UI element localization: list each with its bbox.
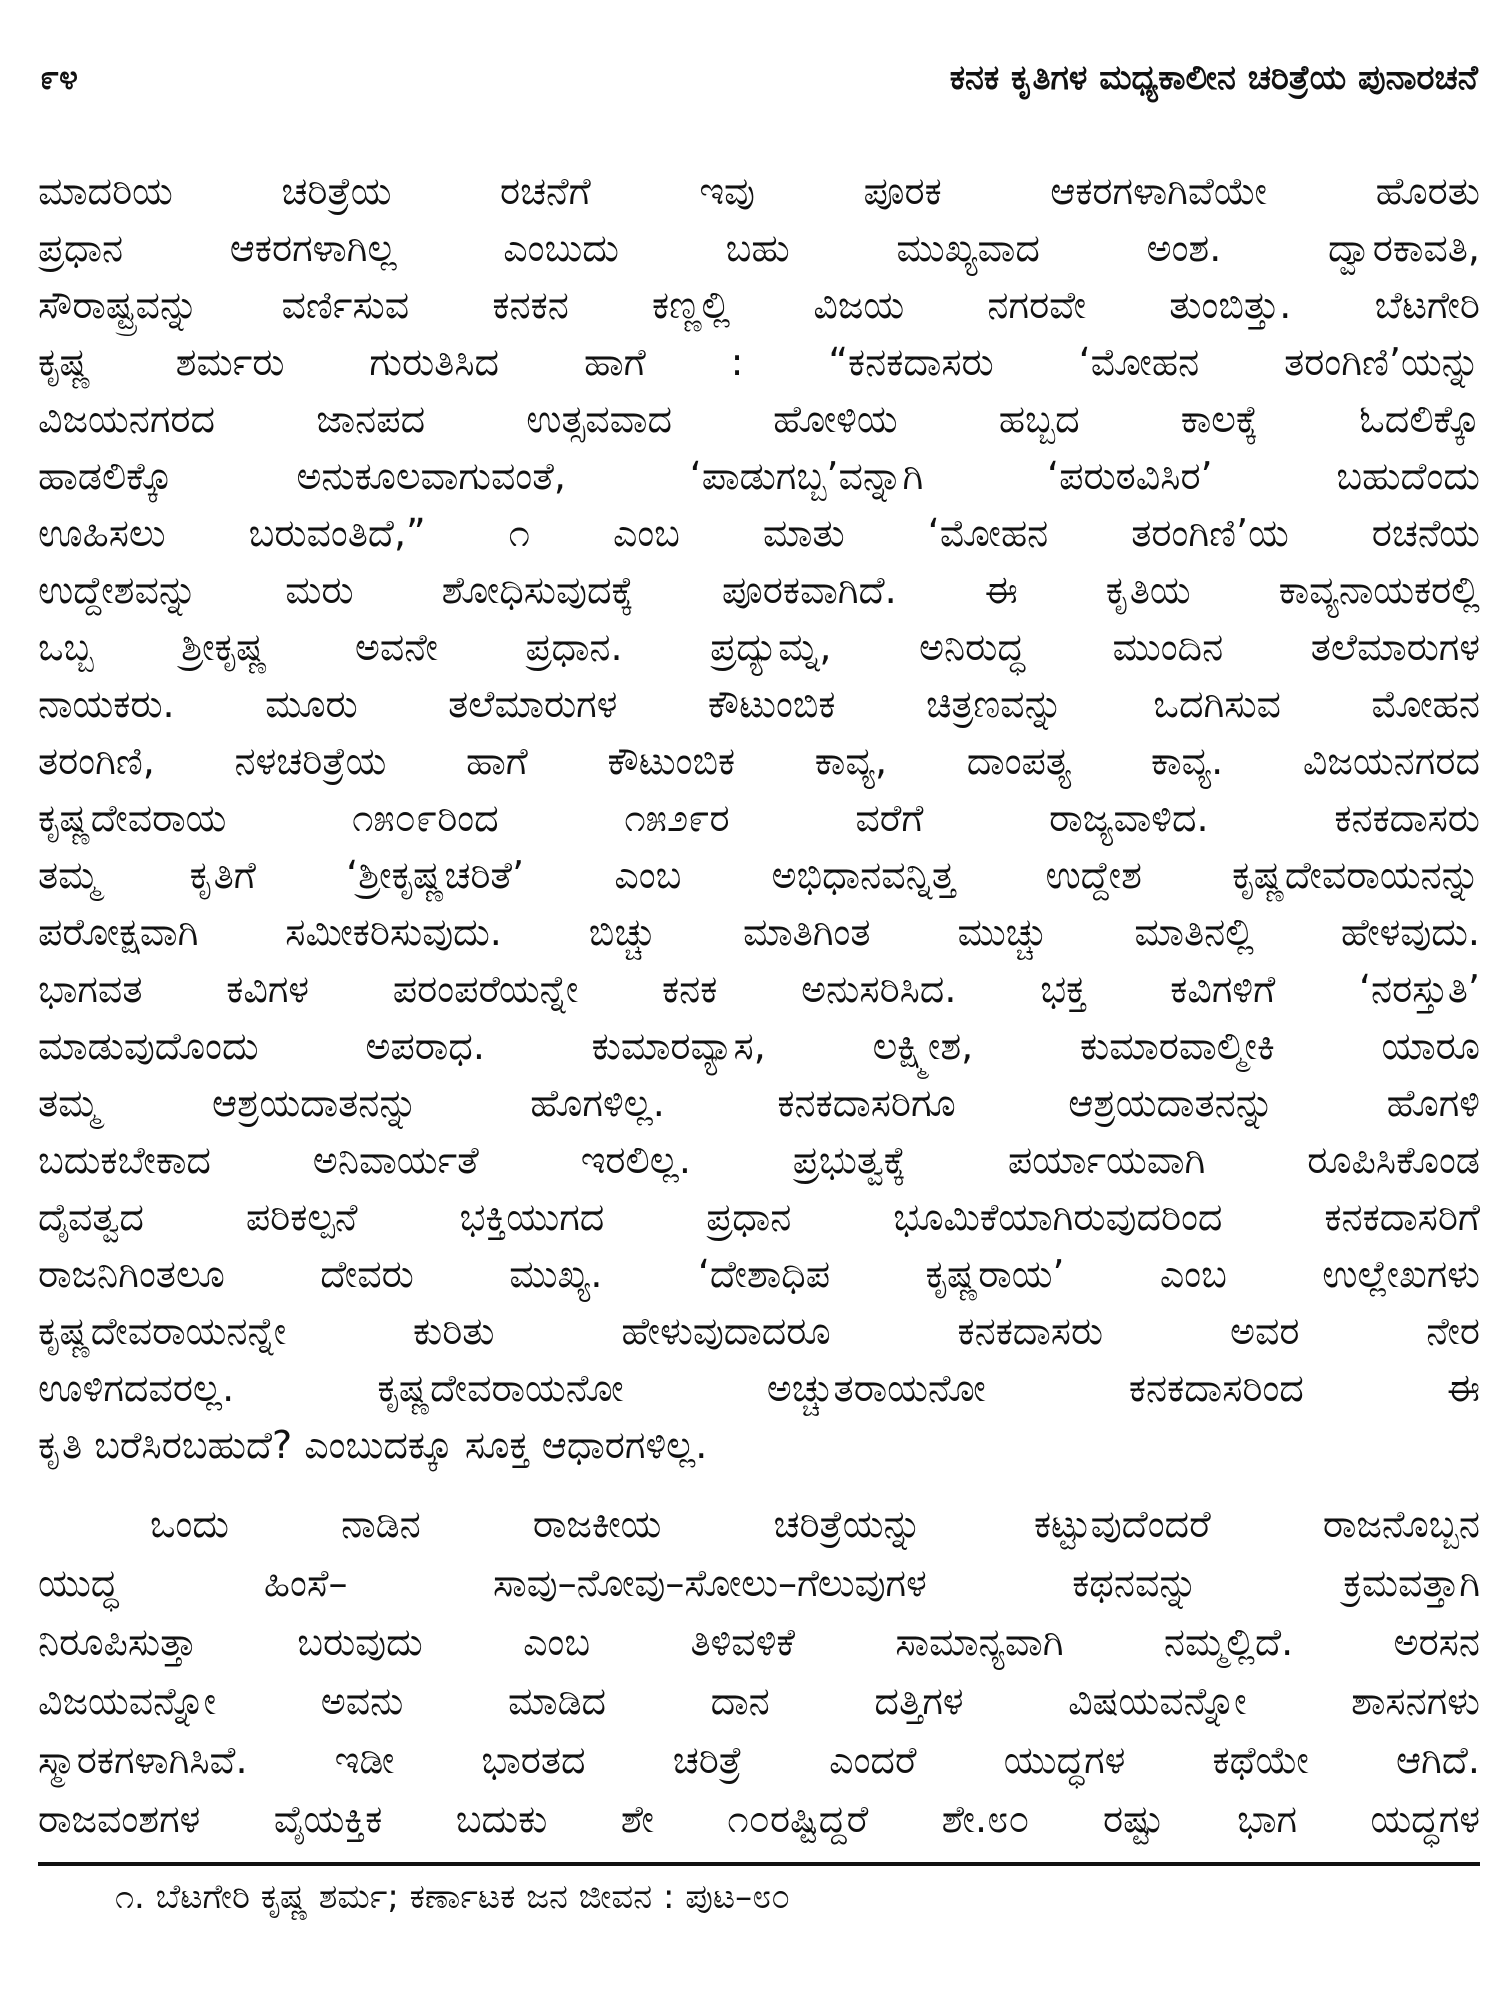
text-line: ಮಾದರಿಯ ಚರಿತ್ರೆಯ ರಚನೆಗೆ ಇವು ಪೂರಕ ಆಕರಗಳಾಗಿವೆಯೇ ಹೊರತು (38, 169, 1480, 213)
paragraph-2 (38, 1495, 1480, 1849)
paragraph-1 (38, 163, 1480, 1474)
text-line: ಉದ್ದೇಶವನ್ನು ಮರು ಶೋಧಿಸುವುದಕ್ಕೆ ಪೂರಕವಾಗಿದೆ. ಈ ಕೃತಿಯ ಕಾವ್ಯನಾಯಕರಲ್ಲಿ (38, 568, 1480, 612)
text-line: ತಮ್ಮ ಆಶ್ರಯದಾತನನ್ನು ಹೊಗಳಿಲ್ಲ. ಕನಕದಾಸರಿಗೂ ಆಶ್ರಯದಾತನನ್ನು ಹೊಗಳಿ (38, 1081, 1480, 1125)
text-line: ಸೌರಾಷ್ಟ್ರವನ್ನು ವರ್ಣಿಸುವ ಕನಕನ ಕಣ್ಣಲ್ಲಿ ವಿಜಯ ನಗರವೇ ತುಂಬಿತ್ತು. ಬೆಟಗೇರಿ (38, 283, 1480, 327)
page-number: ೯೪ (40, 58, 79, 98)
text-line: ಕೃಷ್ಣದೇವರಾಯನನ್ನೇ ಕುರಿತು ಹೇಳುವುದಾದರೂ ಕನಕದಾಸರು ಅವರ ನೇರ (38, 1309, 1480, 1353)
text-line: ಕೃತಿ ಬರೆಸಿರಬಹುದೆ? ಎಂಬುದಕ್ಕೂ ಸೂಕ್ತ ಆಧಾರಗಳಿಲ್ಲ. (38, 1423, 708, 1467)
text-line: ಯುದ್ಧ ಹಿಂಸೆ– ಸಾವು–ನೋವು–ಸೋಲು–ಗೆಲುವುಗಳ ಕಥನವನ್ನು ಕ್ರಮವತ್ತಾಗಿ (38, 1561, 1480, 1605)
text-line: ರಾಜವಂಶಗಳ ವೈಯಕ್ತಿಕ ಬದುಕು ಶೇ ೧೦ರಷ್ಟಿದ್ದರೆ ಶೇ.೮೦ ರಷ್ಟು ಭಾಗ ಯದ್ಧಗಳ (38, 1797, 1480, 1841)
text-line: ಒಬ್ಬ ಶ್ರೀಕೃಷ್ಣ ಅವನೇ ಪ್ರಧಾನ. ಪ್ರದ್ಯುಮ್ನ, ಅನಿರುದ್ಧ ಮುಂದಿನ ತಲೆಮಾರುಗಳ (38, 625, 1480, 669)
text-line: ಬದುಕಬೇಕಾದ ಅನಿವಾರ್ಯತೆ ಇರಲಿಲ್ಲ. ಪ್ರಭುತ್ವಕ್ಕೆ ಪರ್ಯಾಯವಾಗಿ ರೂಪಿಸಿಕೊಂಡ (38, 1138, 1480, 1182)
text-line: ವಿಜಯನಗರದ ಜಾನಪದ ಉತ್ಸವವಾದ ಹೋಳಿಯ ಹಬ್ಬದ ಕಾಲಕ್ಕೆ ಓದಲಿಕ್ಕೊ (38, 397, 1480, 441)
text-line: ನಾಯಕರು. ಮೂರು ತಲೆಮಾರುಗಳ ಕೌಟುಂಬಿಕ ಚಿತ್ರಣವನ್ನು ಒದಗಿಸುವ ಮೋಹನ (38, 682, 1480, 726)
text-line: ಊಹಿಸಲು ಬರುವಂತಿದೆ,” ೧ ಎಂಬ ಮಾತು ‘ಮೋಹನ ತರಂಗಿಣಿ’ಯ ರಚನೆಯ (38, 511, 1480, 555)
text-line: ಸ್ಮಾರಕಗಳಾಗಿಸಿವೆ. ಇಡೀ ಭಾರತದ ಚರಿತ್ರೆ ಎಂದರೆ ಯುದ್ಧಗಳ ಕಥೆಯೇ ಆಗಿದೆ. (38, 1738, 1480, 1782)
text-line: ವಿಜಯವನ್ನೋ ಅವನು ಮಾಡಿದ ದಾನ ದತ್ತಿಗಳ ವಿಷಯವನ್ನೋ ಶಾಸನಗಳು (38, 1679, 1480, 1723)
text-line: ಪರೋಕ್ಷವಾಗಿ ಸಮೀಕರಿಸುವುದು. ಬಿಚ್ಚು ಮಾತಿಗಿಂತ ಮುಚ್ಚು ಮಾತಿನಲ್ಲಿ ಹೇಳವುದು. (38, 910, 1480, 954)
footnote-divider (38, 1862, 1480, 1866)
text-line: ರಾಜನಿಗಿಂತಲೂ ದೇವರು ಮುಖ್ಯ. ‘ದೇಶಾಧಿಪ ಕೃಷ್ಣರಾಯ’ ಎಂಬ ಉಲ್ಲೇಖಗಳು (38, 1252, 1480, 1296)
text-line: ಕೃಷ್ಣದೇವರಾಯ ೧೫೦೯ರಿಂದ ೧೫೨೯ರ ವರೆಗೆ ರಾಜ್ಯವಾಳಿದ. ಕನಕದಾಸರು (38, 796, 1480, 840)
text-line: ಭಾಗವತ ಕವಿಗಳ ಪರಂಪರೆಯನ್ನೇ ಕನಕ ಅನುಸರಿಸಿದ. ಭಕ್ತ ಕವಿಗಳಿಗೆ ‘ನರಸ್ತುತಿ’ (38, 967, 1480, 1011)
text-line: ನಿರೂಪಿಸುತ್ತಾ ಬರುವುದು ಎಂಬ ತಿಳಿವಳಿಕೆ ಸಾಮಾನ್ಯವಾಗಿ ನಮ್ಮಲ್ಲಿದೆ. ಅರಸನ (38, 1620, 1480, 1664)
text-line: ಕೃಷ್ಣ ಶರ್ಮರು ಗುರುತಿಸಿದ ಹಾಗೆ : “ಕನಕದಾಸರು ‘ಮೋಹನ ತರಂಗಿಣಿ’ಯನ್ನು (38, 340, 1480, 384)
footnote: ೧. ಬೆಟಗೇರಿ ಕೃಷ್ಣ ಶರ್ಮ; ಕರ್ಣಾಟಕ ಜನ ಜೀವನ : ಪುಟ–೮೦ (115, 1877, 791, 1917)
text-line: ಹಾಡಲಿಕ್ಕೊ ಅನುಕೂಲವಾಗುವಂತೆ, ‘ಪಾಡುಗಬ್ಬ’ವನ್ನಾಗಿ ‘ಪರುಠವಿಸಿರ’ ಬಹುದೆಂದು (38, 454, 1480, 498)
text-line: ತರಂಗಿಣಿ, ನಳಚರಿತ್ರೆಯ ಹಾಗೆ ಕೌಟುಂಬಿಕ ಕಾವ್ಯ, ದಾಂಪತ್ಯ ಕಾವ್ಯ. ವಿಜಯನಗರದ (38, 739, 1480, 783)
text-line: ಒಂದು ನಾಡಿನ ರಾಜಕೀಯ ಚರಿತ್ರೆಯನ್ನು ಕಟ್ಟುವುದೆಂದರೆ ರಾಜನೊಬ್ಬನ (150, 1502, 1480, 1546)
text-line: ದೈವತ್ವದ ಪರಿಕಲ್ಪನೆ ಭಕ್ತಿಯುಗದ ಪ್ರಧಾನ ಭೂಮಿಕೆಯಾಗಿರುವುದರಿಂದ ಕನಕದಾಸರಿಗೆ (38, 1195, 1480, 1239)
running-title: ಕನಕ ಕೃತಿಗಳ ಮಧ್ಯಕಾಲೀನ ಚರಿತ್ರೆಯ ಪುನಾರಚನೆ (949, 58, 1478, 98)
text-line: ಊಳಿಗದವರಲ್ಲ. ಕೃಷ್ಣದೇವರಾಯನೋ ಅಚ್ಚುತರಾಯನೋ ಕನಕದಾಸರಿಂದ ಈ (38, 1366, 1480, 1410)
text-line: ಮಾಡುವುದೊಂದು ಅಪರಾಧ. ಕುಮಾರವ್ಯಾಸ, ಲಕ್ಷ್ಮೀಶ, ಕುಮಾರವಾಲ್ಮೀಕಿ ಯಾರೂ (38, 1024, 1480, 1068)
text-line: ಪ್ರಧಾನ ಆಕರಗಳಾಗಿಲ್ಲ ಎಂಬುದು ಬಹು ಮುಖ್ಯವಾದ ಅಂಶ. ದ್ವಾರಕಾವತಿ, (38, 226, 1480, 270)
text-line: ತಮ್ಮ ಕೃತಿಗೆ ‘ಶ್ರೀಕೃಷ್ಣಚರಿತೆ’ ಎಂಬ ಅಭಿಧಾನವನ್ನಿತ್ತ ಉದ್ದೇಶ ಕೃಷ್ಣದೇವರಾಯನನ್ನು (38, 853, 1480, 897)
